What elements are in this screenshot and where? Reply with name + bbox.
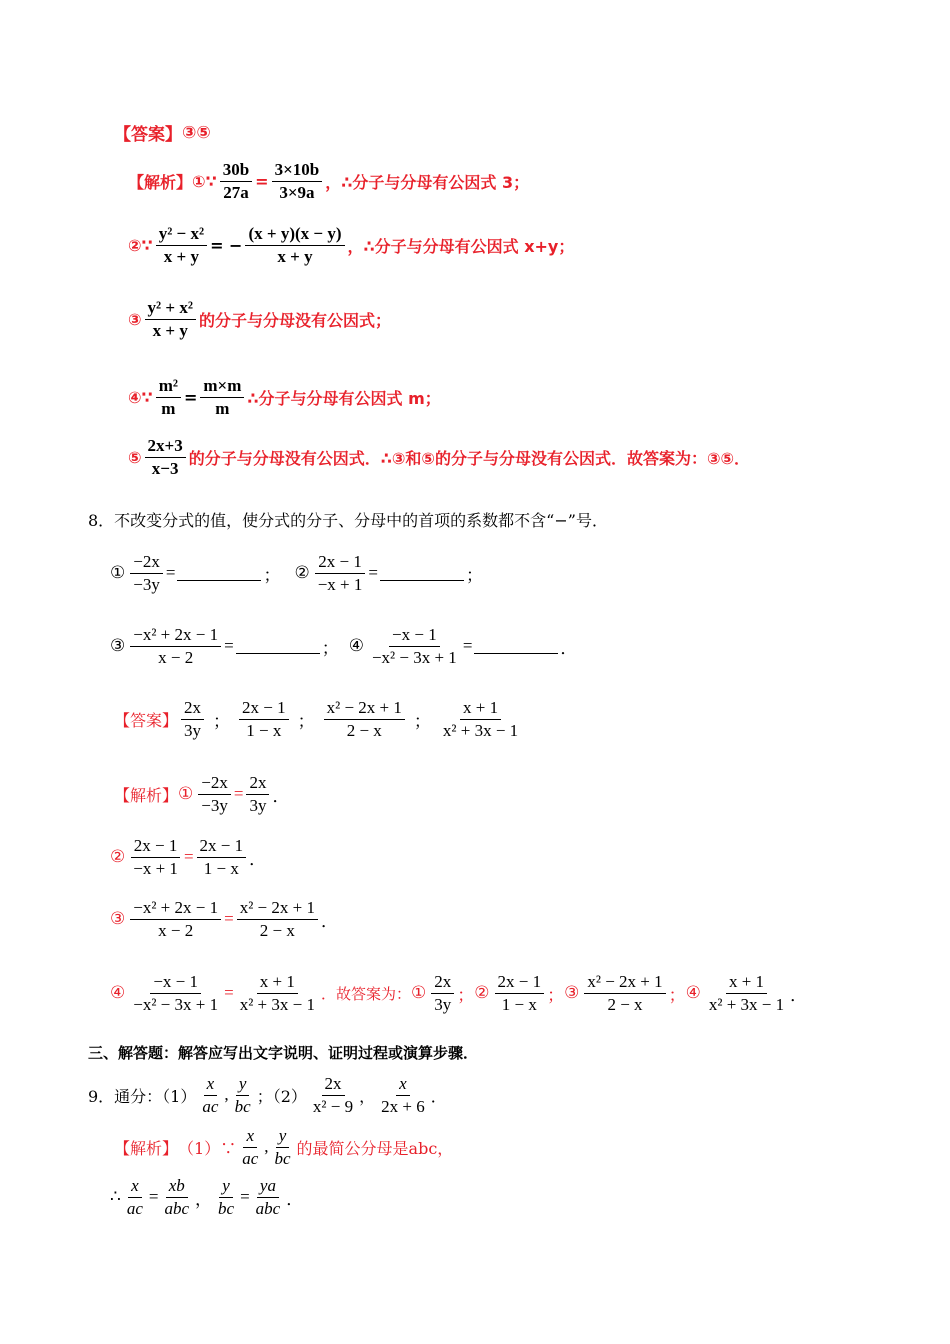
step-prefix: ①∵: [192, 171, 217, 191]
answer-blank: [380, 566, 464, 581]
step-prefix: ③: [128, 309, 142, 329]
fraction: $\frac{2x - 1}{1 - x}$: [239, 698, 289, 740]
p7-step-5: [128, 436, 750, 478]
answer-label: 【答案】: [114, 125, 182, 145]
step-tail: ，∴分子与分母有公因式 x+y；: [347, 236, 575, 256]
fraction: $\frac{-x - 1}{\text{−x² − 3x + 1}}$: [371, 625, 457, 667]
fraction: $\frac{2x - 1}{1 - x}$: [495, 972, 545, 1014]
fraction: $\frac{m\times m}{m}$: [200, 376, 244, 418]
p9-result: ∴ $\frac{x}{ac}$ = $\frac{xb}{\text{abc}}$ ， $\frac{y}{bc}$ = $\frac{ya}{\text{abc}}$ ．: [110, 1176, 304, 1218]
answer-value: ③⑤: [182, 122, 211, 143]
fraction: $\frac{2x}{\text{x² − 9}}$: [312, 1074, 354, 1116]
fraction: $\frac{y}{bc}$: [274, 1126, 291, 1168]
answer-blank: [177, 566, 261, 581]
p8-q-row-2: ③ $\frac{\text{−x² + 2x − 1}}{x - 2}$ = ； ④ $\frac{-x - 1}{\text{−x² − 3x + 1}}$ = ．: [110, 625, 578, 667]
fraction: $\frac{-2x}{-3y}$: [198, 773, 231, 815]
fraction: $\frac{\text{y² − x²}}{x + y}$: [156, 224, 207, 266]
fraction: $\frac{2x}{3y}$: [181, 698, 204, 740]
fraction: $\frac{\text{x² − 2x + 1}}{2 - x}$: [324, 698, 405, 740]
fraction: $\frac{y}{bc}$: [218, 1176, 235, 1218]
fraction: $\frac{\text{−x² + 2x − 1}}{x - 2}$: [130, 898, 221, 940]
p8-analysis-4: ④ $\frac{-x - 1}{\text{−x² − 3x + 1}}$ = $\frac{x + 1}{\text{x² + 3x − 1}}$ ．故答案为： ① $\frac{2x}{3y}$ ； ② $\frac{2x - 1}{1 - x}$ ； ③ $\frac{\text{x² − 2x + 1}}{2 - x}$ ； ④ $\frac{x + 1}{\text{x² + 3x − 1}}$ ．: [110, 972, 808, 1014]
fraction: $\frac{2x+3}{x-3}$: [145, 436, 186, 478]
p8-answer-line: 【答案】 $\frac{2x}{3y}$ ； $\frac{2x - 1}{1 - x}$ ； $\frac{\text{x² − 2x + 1}}{2 - x}$ ； $\frac{x + 1}{\text{x² + 3x − 1}}$: [114, 698, 524, 740]
p7-step-2: [128, 224, 574, 266]
analysis-label: 【解析】: [128, 172, 193, 192]
step-tail: ∴分子与分母有公因式 m；: [247, 388, 441, 408]
fraction: $\frac{-x - 1}{\text{−x² − 3x + 1}}$: [133, 972, 219, 1014]
p7-step-3: [128, 298, 391, 340]
p9-question: 9．通分：（1） $\frac{x}{ac}$ , $\frac{y}{bc}$ ；（2） $\frac{2x}{\text{x² − 9}}$ ， $\frac{x}{2x + 6}$ ．: [88, 1074, 447, 1116]
fraction: $\frac{2x}{3y}$: [431, 972, 454, 1014]
fraction: $\frac{x}{ac}$: [242, 1126, 259, 1168]
fraction: $\frac{2x - 1}{-x + 1}$: [130, 836, 181, 878]
fraction: $\frac{x + 1}{\text{x² + 3x − 1}}$: [708, 972, 785, 1014]
p8-analysis-2: ② $\frac{2x - 1}{-x + 1}$ = $\frac{2x - 1}{1 - x}$ ．: [110, 836, 267, 878]
step-tail: 的分子与分母没有公因式．∴③和⑤的分子与分母没有公因式．故答案为：③⑤．: [188, 448, 751, 468]
fraction: $\frac{\text{x² − 2x + 1}}{2 - x}$: [584, 972, 665, 1014]
fraction: $\frac{y}{bc}$: [234, 1074, 251, 1116]
step-prefix: ⑤: [128, 447, 142, 467]
fraction: $\frac{\text{m²}}{m}$: [156, 376, 181, 418]
fraction: $\frac{x}{2x + 6}$: [381, 1074, 425, 1116]
step-prefix: ②∵: [128, 235, 153, 255]
p8-analysis-3: ③ $\frac{\text{−x² + 2x − 1}}{x - 2}$ = $\frac{\text{x² − 2x + 1}}{2 - x}$ ．: [110, 898, 338, 940]
fraction: $\frac{3\times 10b}{3\times 9a}$: [272, 160, 323, 202]
p7-step-1: [128, 160, 529, 202]
equals: =: [255, 171, 269, 191]
fraction: $\frac{2x - 1}{1 - x}$: [197, 836, 247, 878]
fraction: $\frac{\text{−x² + 2x − 1}}{x - 2}$: [130, 625, 221, 667]
fraction: $\frac{2x}{3y}$: [246, 773, 269, 815]
fraction: $\frac{2x - 1}{-x + 1}$: [315, 552, 366, 594]
fraction: $\frac{x}{ac}$: [202, 1074, 219, 1116]
equals: =: [183, 387, 198, 407]
p7-step-4: [128, 376, 441, 418]
p8-analysis-1: 【解析】 ① $\frac{-2x}{-3y}$ = $\frac{2x}{3y}$ ．: [114, 773, 290, 815]
p7-answer-line: [114, 120, 211, 145]
p9-analysis: 【解析】 （1）∵ $\frac{x}{ac}$ , $\frac{y}{bc}$ 的最简公分母是abc，: [114, 1126, 454, 1168]
fraction: $\frac{(x + y)(x - y)}{x + y}$: [245, 224, 344, 266]
fraction: $\frac{x + 1}{\text{x² + 3x − 1}}$: [239, 972, 315, 1014]
p8-q-row-1: ① $\frac{-2x}{-3y}$ = ； ② $\frac{2x - 1}{-x + 1}$ = ；: [110, 552, 483, 594]
step-tail: 的分子与分母没有公因式；: [198, 310, 391, 330]
equals: = −: [210, 235, 243, 255]
fraction: $\frac{xb}{\text{abc}}$: [164, 1176, 190, 1218]
answer-blank: [474, 639, 558, 654]
step-prefix: ④∵: [128, 387, 153, 407]
fraction: $\frac{-2x}{-3y}$: [130, 552, 163, 594]
fraction: $\frac{\text{x² − 2x + 1}}{2 - x}$: [237, 898, 318, 940]
fraction: $\frac{\text{y² + x²}}{x + y}$: [145, 298, 196, 340]
section-heading: 三、解答题：解答应写出文字说明、证明过程或演算步骤．: [88, 1044, 479, 1062]
fraction: $\frac{x}{ac}$: [126, 1176, 143, 1218]
p8-question: 8．不改变分式的值，使分式的分子、分母中的首项的系数都不含“−”号．: [88, 511, 608, 530]
fraction: $\frac{ya}{\text{abc}}$: [255, 1176, 281, 1218]
fraction: $\frac{30b}{27a}$: [220, 160, 252, 202]
step-tail: ，∴分子与分母有公因式 3；: [325, 172, 530, 192]
answer-blank: [236, 639, 320, 654]
fraction: $\frac{x + 1}{\text{x² + 3x − 1}}$: [442, 698, 519, 740]
